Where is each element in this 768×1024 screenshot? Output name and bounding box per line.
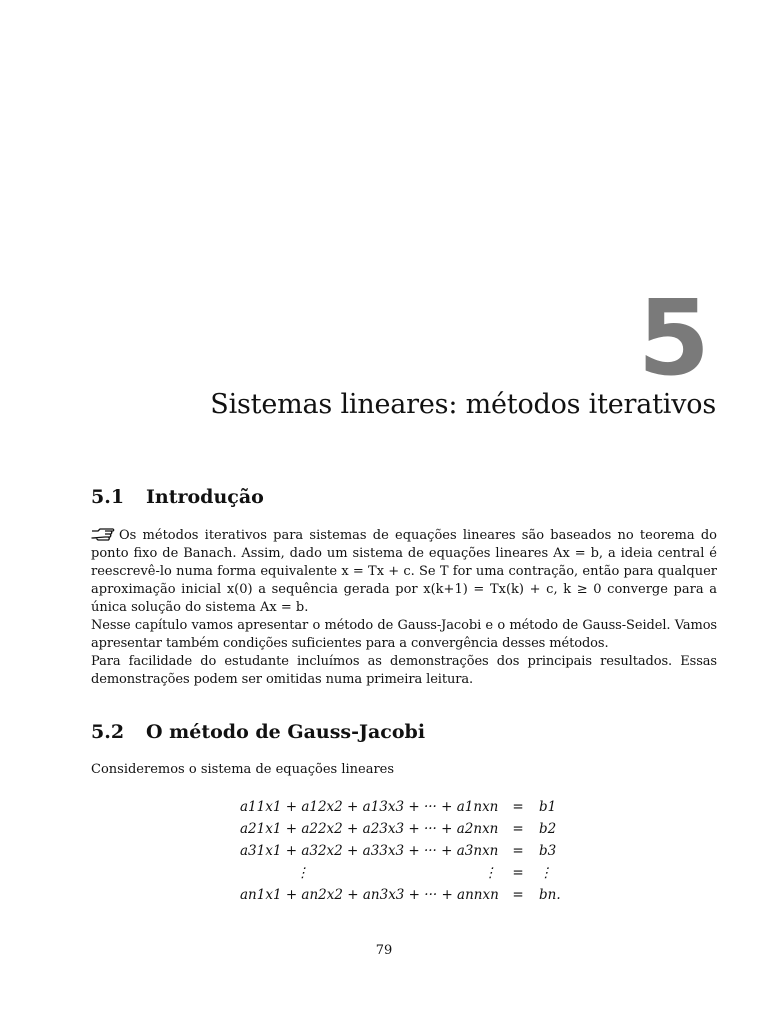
section-heading-introducao <box>91 486 264 508</box>
intro-paragraph-1-line-1: Os métodos iterativos para sistemas de equações lineares são baseados no teorema do <box>119 528 717 543</box>
section-number: 5.2 <box>91 721 125 743</box>
intro-paragraph-2: Nesse capítulo vamos apresentar o método de Gauss-Jacobi e o método de Gauss-Seidel. Vamos apresentar também condições suficientes para a convergência desses métodos. <box>91 618 717 651</box>
chapter-number: 5 <box>637 277 710 399</box>
equation-row <box>240 884 599 906</box>
equation-rhs-vdots: ⋮ <box>539 865 553 881</box>
equation-equals: = <box>512 843 524 859</box>
section-number: 5.1 <box>91 486 125 508</box>
equation-equals: = <box>512 799 524 815</box>
equation-equals: = <box>512 821 524 837</box>
pointing-hand-icon <box>91 527 115 541</box>
page-number: 79 <box>375 943 393 958</box>
equation-row <box>240 840 599 862</box>
intro-paragraph-1-line-4: aproximação inicial x(0) a sequência gerada por x(k+1) = Tx(k) + c, k ≥ 0 converge para a única <box>91 582 717 615</box>
equation-rhs: b3 <box>539 843 557 859</box>
equation-row <box>240 796 599 818</box>
chapter-title: Sistemas lineares: métodos iterativos <box>210 389 716 420</box>
equation-lhs: a11x1 + a12x2 + a13x3 + ··· + a1nxn <box>240 799 499 815</box>
equation-equals: = <box>512 887 524 903</box>
introduction-text <box>91 527 717 689</box>
intro-paragraph-1-line-2: ponto fixo de Banach. Assim, dado um sistema de equações lineares Ax = b, a ideia central é <box>91 546 717 561</box>
equation-rhs: b1 <box>539 799 557 815</box>
gauss-jacobi-intro: Consideremos o sistema de equações lineares <box>91 762 395 777</box>
equation-row <box>240 818 599 840</box>
section-heading-gauss-jacobi <box>91 721 425 743</box>
equation-lhs: an1x1 + an2x2 + an3x3 + ··· + annxn <box>240 887 499 903</box>
equation-rhs: b2 <box>539 821 557 837</box>
equation-lhs: a21x1 + a22x2 + a23x3 + ··· + a2nxn <box>240 821 499 837</box>
intro-paragraph-1-line-3: reescrevê-lo numa forma equivalente x = Tx + c. Se T for uma contração, então para qualquer <box>91 564 717 579</box>
intro-paragraph-1-line-5: solução do sistema Ax = b. <box>131 600 309 615</box>
equation-lhs-vdots: ⋮ ⋮ <box>295 865 497 881</box>
intro-paragraph-1 <box>91 527 717 617</box>
linear-system <box>240 796 599 906</box>
equation-rhs: bn. <box>539 887 561 903</box>
section-title: Introdução <box>146 486 264 508</box>
equation-row-vdots <box>240 862 599 884</box>
intro-paragraph-3: Para facilidade do estudante incluímos as demonstrações dos principais resultados. Essas demonstrações podem ser omitidas numa primeira leitura. <box>91 654 717 687</box>
equation-equals: = <box>512 865 524 881</box>
equation-lhs: a31x1 + a32x2 + a33x3 + ··· + a3nxn <box>240 843 499 859</box>
section-title: O método de Gauss-Jacobi <box>146 721 426 743</box>
